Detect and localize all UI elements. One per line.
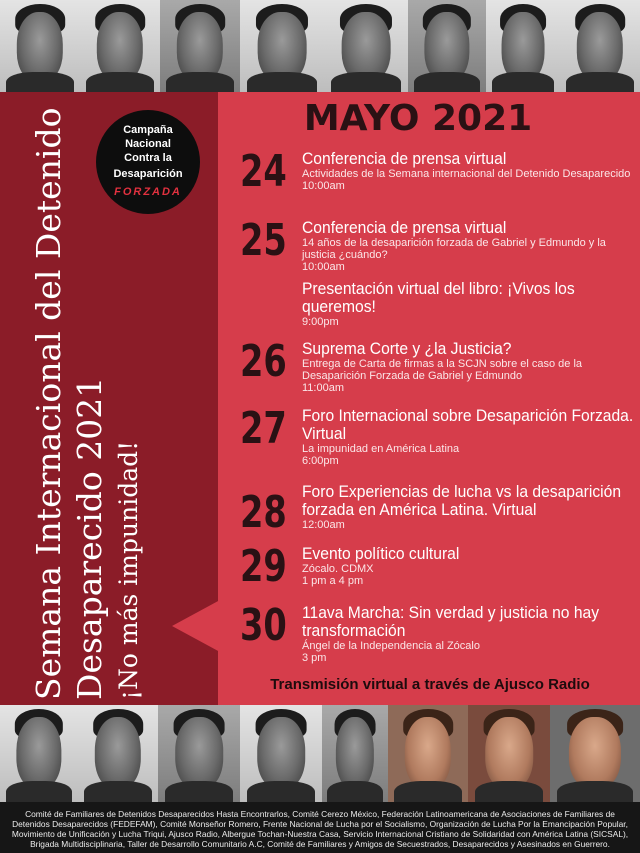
event-time: 1 pm a 4 pm bbox=[302, 575, 364, 587]
organizations-list: Comité de Familiares de Detenidos Desaparecidos Hasta Encontrarlos, Comité Cerezo México, Federación Latinoamericana de Asociaciones de Familiares de Detenidos Desaparecidos (FEDEFAM), Comité Monseñor Romero, Frente Nacional de Lucha por el Socialismo, Organización de Lucha Por la Emancipación Popular, Movimiento de Unificación y Lucha Triqui, Ajusco Radio, Albergue Tochan-Nuestra Casa, Servicio Internacional Cristiano de Solidaridad con América Latina (SICSAL), Brigada Multidisciplinaria, Taller de Desarrollo Comunitario A.C, Comité de Familiares y Amigos de Secuestrados, Desaparecidos y Asesinados en Guerrero. bbox=[11, 809, 629, 849]
portrait-photo bbox=[388, 705, 468, 802]
logo-line: FORZADA bbox=[114, 186, 182, 198]
portrait-photo bbox=[160, 0, 240, 92]
portrait-photo bbox=[408, 0, 486, 92]
event-title: Conferencia de prensa virtual bbox=[302, 218, 507, 237]
event-title: Foro Internacional sobre Desaparición Forzada. Virtual bbox=[302, 406, 634, 443]
event-date: 26 bbox=[240, 336, 287, 387]
portrait-photo bbox=[240, 705, 322, 802]
portrait-photo bbox=[80, 0, 160, 92]
event-title: Foro Experiencias de lucha vs la desaparición forzada en América Latina. Virtual bbox=[302, 482, 622, 519]
event-title: Conferencia de prensa virtual bbox=[302, 149, 507, 168]
event-time: 3 pm bbox=[302, 652, 327, 664]
portrait-photo bbox=[486, 0, 560, 92]
portrait-photo bbox=[240, 0, 324, 92]
portrait-photo bbox=[550, 705, 640, 802]
event-date: 30 bbox=[240, 600, 287, 651]
event-description: Entrega de Carta de firmas a la SCJN sobre el caso de la Desaparición Forzada de Gabriel y Edmundo bbox=[302, 358, 583, 382]
logo-line: Nacional bbox=[125, 138, 171, 150]
event-title: 11ava Marcha: Sin verdad y justicia no hay transformación bbox=[302, 603, 600, 640]
month-title: MAYO 2021 bbox=[303, 98, 533, 139]
event-date: 29 bbox=[240, 541, 287, 592]
portrait-photo bbox=[322, 705, 388, 802]
side-slogan: ¡No más impunidad! bbox=[114, 440, 143, 700]
portrait-photo bbox=[78, 705, 158, 802]
event-time: 6:00pm bbox=[302, 455, 339, 467]
portrait-photo bbox=[158, 705, 240, 802]
event-title: Evento político cultural bbox=[302, 544, 460, 563]
portrait-photo bbox=[468, 705, 550, 802]
portrait-photo bbox=[0, 705, 78, 802]
event-description: 14 años de la desaparición forzada de Gabriel y Edmundo y la justicia ¿cuándo? bbox=[302, 237, 606, 261]
portrait-photo bbox=[324, 0, 408, 92]
event-description: Zócalo. CDMX bbox=[302, 563, 374, 575]
event-date: 27 bbox=[240, 403, 287, 454]
event-time: 11:00am bbox=[302, 382, 344, 394]
logo-line: Contra la bbox=[124, 152, 172, 164]
event-title: Presentación virtual del libro: ¡Vivos los queremos! bbox=[302, 279, 575, 316]
event-description: Actividades de la Semana internacional del Detenido Desaparecido bbox=[302, 168, 631, 180]
side-title-line: Desaparecido 2021 bbox=[70, 376, 109, 700]
logo-line: Campaña bbox=[123, 124, 173, 136]
event-date: 24 bbox=[240, 146, 287, 197]
event-date: 25 bbox=[240, 215, 287, 266]
event-time: 12:00am bbox=[302, 519, 345, 531]
event-description: La impunidad en América Latina bbox=[302, 443, 460, 455]
event-time: 10:00am bbox=[302, 180, 345, 192]
event-time: 10:00am bbox=[302, 261, 345, 273]
broadcast-note: Transmisión virtual a través de Ajusco Radio bbox=[270, 676, 590, 693]
side-title-line: Semana Internacional del Detenido bbox=[29, 107, 68, 700]
event-description: Ángel de la Independencia al Zócalo bbox=[302, 640, 480, 652]
top-portrait-strip bbox=[0, 0, 640, 92]
event-title: Suprema Corte y ¿la Justicia? bbox=[302, 339, 512, 358]
portrait-photo bbox=[0, 0, 80, 92]
organizations-footer bbox=[0, 802, 640, 853]
bottom-portrait-strip bbox=[0, 705, 640, 802]
portrait-photo bbox=[560, 0, 640, 92]
side-title bbox=[28, 100, 146, 700]
event-date: 28 bbox=[240, 487, 287, 538]
logo-line: Desaparición bbox=[113, 168, 183, 180]
event-time: 9:00pm bbox=[302, 316, 339, 328]
panel-notch bbox=[172, 600, 220, 652]
